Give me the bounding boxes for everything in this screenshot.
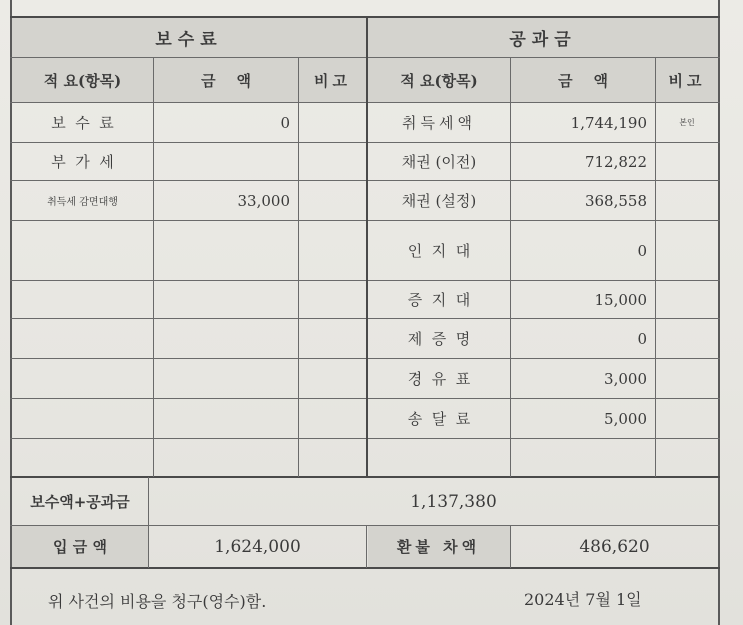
rule (10, 567, 720, 569)
charge-item-note (656, 399, 718, 438)
charges-amount-column-header: 금 액 (558, 71, 608, 90)
charge-item-label: 경 유 표 (407, 370, 471, 388)
charge-item-label: 인 지 대 (407, 242, 471, 260)
charge-item-note (656, 181, 718, 220)
charges-section-title: 공과금 (509, 30, 577, 50)
charge-item-amount: 712,822 (584, 152, 647, 171)
sum-label: 보수액+공과금 (30, 493, 130, 511)
charge-item-amount: 5,000 (604, 409, 647, 428)
fee-item-label: 부 가 세 (51, 153, 114, 171)
fee-item-note (299, 103, 366, 142)
charge-item-amount: 0 (637, 329, 647, 348)
charge-item-label: 채권 (설정) (401, 192, 477, 210)
charge-item-label: 채권 (이전) (401, 153, 477, 171)
charge-item-note (656, 359, 718, 398)
fees-note-column-header: 비고 (314, 71, 351, 90)
charges-note-column-header: 비고 (668, 71, 706, 90)
billing-statement: 위 사건의 비용을 청구(영수)함. (48, 591, 267, 611)
charge-item-amount: 3,000 (604, 369, 647, 388)
fee-item-note (299, 143, 366, 180)
deposit-label: 입 금 액 (53, 538, 107, 556)
charge-item-note: 본인 (679, 118, 695, 127)
fees-section-title: 보수료 (155, 30, 223, 50)
charge-item-label: 증 지 대 (407, 291, 471, 309)
charge-item-label: 제 증 명 (407, 330, 471, 348)
sum-value: 1,137,380 (410, 491, 497, 512)
refund-value: 486,620 (579, 536, 650, 557)
fees-amount-column-header: 금 액 (201, 71, 251, 90)
fee-item-amount: 33,000 (237, 191, 290, 210)
rule (10, 438, 720, 439)
deposit-value: 1,624,000 (214, 536, 301, 557)
fee-item-note (299, 181, 366, 220)
charge-item-label: 취득세액 (402, 114, 476, 132)
fees-item-column-header: 적 요(항목) (43, 71, 122, 90)
charge-item-amount: 15,000 (594, 290, 647, 309)
fee-item-amount: 0 (280, 113, 290, 132)
charge-item-note (656, 143, 718, 180)
charge-item-label: 송 달 료 (407, 410, 471, 428)
charge-item-note (656, 281, 718, 318)
fee-item-label: 보 수 료 (51, 114, 114, 132)
fee-item-label: 취득세 감면대행 (47, 197, 118, 208)
refund-label: 환불 차액 (396, 538, 481, 556)
charge-item-amount: 368,558 (584, 191, 647, 210)
charge-item-note (656, 221, 718, 280)
charges-item-column-header: 적 요(항목) (400, 71, 478, 90)
charge-item-amount: 0 (637, 241, 647, 260)
charge-item-amount: 1,744,190 (570, 113, 647, 132)
statement-date: 2024년 7월 1일 (524, 589, 642, 609)
charge-item-note (656, 319, 718, 358)
fee-item-amount (154, 143, 298, 180)
